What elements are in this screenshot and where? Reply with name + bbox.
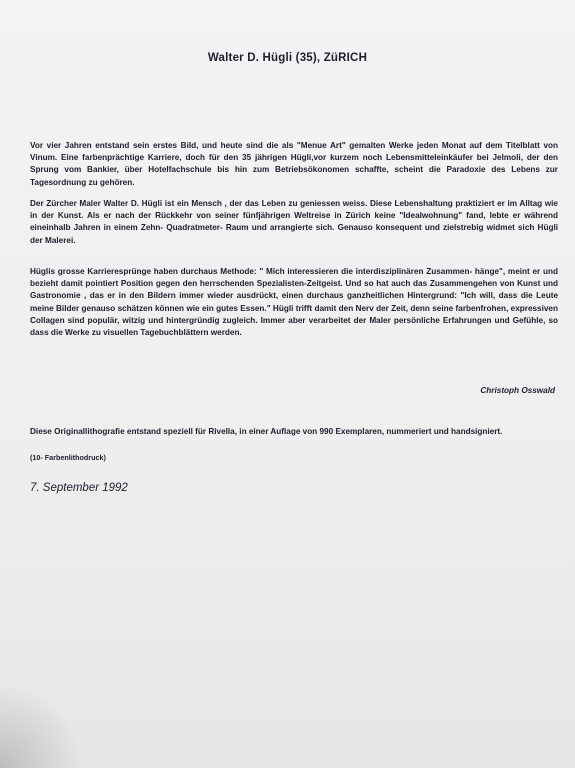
edition-note: (10- Farbenlithodruck) [30, 453, 106, 462]
document-date: 7. September 1992 [30, 482, 128, 494]
page-title: Walter D. Hügli (35), ZüRICH [207, 52, 368, 64]
article-paragraph-3: Hüglis grosse Karrieresprünge haben durchaus Methode: " Mich interessieren die interdisziplinären Zusammen- hänge", meint er und bezieht damit pointiert Position gegen den herrschenden Spezialisten-Zeitgeist. Und so hat auch das Zusammengehen von Kunst und Gastronomie , das er in den Bildern immer wieder ausdrückt, einen durchaus ganzheitlichen Hintergrund: "Ich will, dass die Leute meine Bilder genauso schätzen können wie ein gutes Essen." Hügli trifft damit den Nerv der Zeit, denn seine farbenfrohen, expressiven Collagen sind populär, witzig und hintergründig zugleich. Immer aber verarbeitet der Maler persönliche Erfahrungen und Gefühle, so dass die Werke zu visuellen Tagebuchblättern werden. [30, 267, 558, 338]
article-paragraph-2: Der Zürcher Maler Walter D. Hügli ist ein Mensch , der das Leben zu geniessen weiss. Diese Lebenshaltung praktiziert er im Alltag wie in der Kunst. Als er nach der Rückkehr von seiner fünfjährigen Weltreise in Zürich keine "Idealwohnung" fand, lebte er während eineinhalb Jahren in einem Zehn- Quadratmeter- Raum und arrangierte sich. Genauso konsequent und zielstrebig widmet sich Hügli der Malerei. [30, 199, 558, 245]
author-signature-line: Christoph Osswald [480, 386, 555, 395]
edition-statement: Diese Originallithografie entstand speziell für Rivella, in einer Auflage von 990 Exemplaren, nummeriert und handsigniert. [30, 427, 503, 436]
article-paragraph-1: Vor vier Jahren entstand sein erstes Bild, und heute sind die als "Menue Art" gemalten Werke jeden Monat auf dem Titelblatt von Vinum. Eine farbenprächtige Karriere, doch für den 35 jährigen Hügli,vor kurzem noch Lebensmitteleinkäufer bei Jelmoli, der den Sprung vom Bankier, über Hotelfachschule bis hin zum Betriebsökonomen schaffte, scheint die Paradoxie des Lebens zur Tagesordnung zu gehören. [30, 141, 558, 187]
paper-shadow [0, 678, 80, 768]
